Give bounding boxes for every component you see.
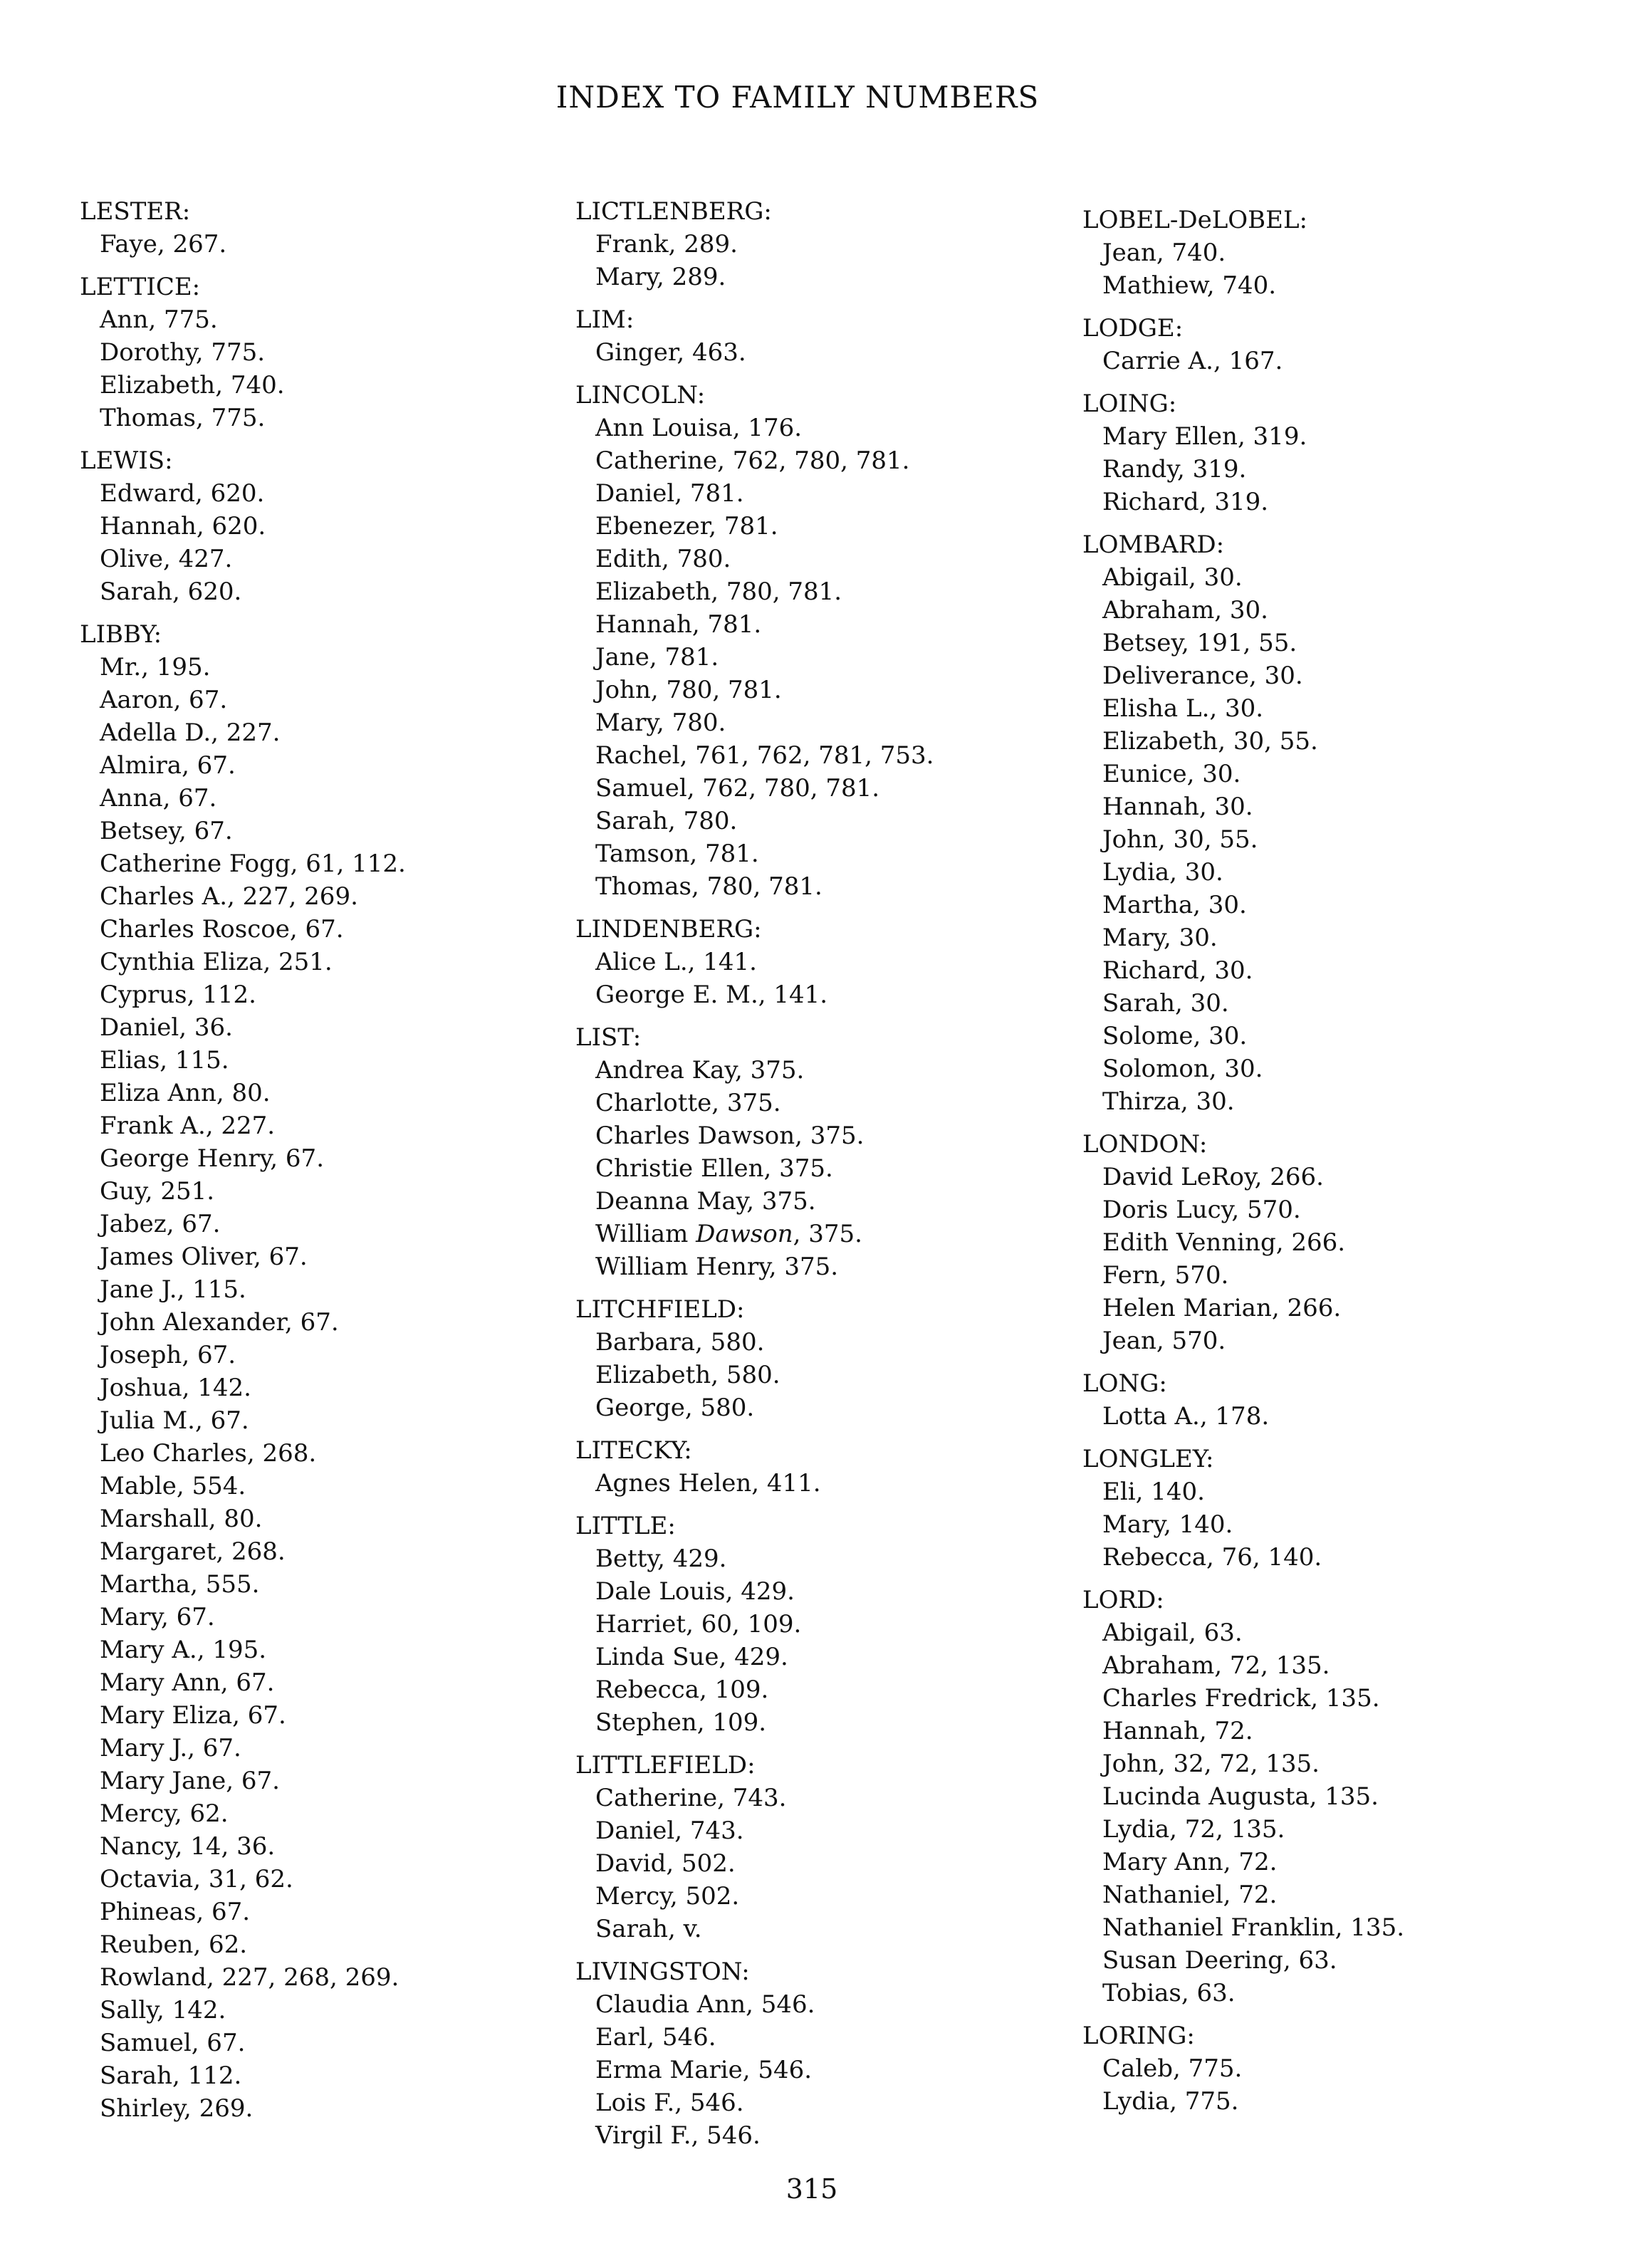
- index-entry: Octavia, 31, 62.: [100, 1865, 293, 1893]
- index-entry: Fern, 570.: [1102, 1261, 1229, 1290]
- index-entry: Guy, 251.: [100, 1177, 215, 1206]
- index-entry: Abraham, 72, 135.: [1102, 1651, 1330, 1680]
- index-entry: Charles Dawson, 375.: [595, 1122, 865, 1150]
- index-entry: Anna, 67.: [100, 784, 217, 812]
- index-entry: Elias, 115.: [100, 1046, 229, 1075]
- surname-heading: LINDENBERG:: [575, 915, 762, 944]
- index-entry: William Dawson, 375.: [595, 1220, 862, 1248]
- index-entry: Mary Jane, 67.: [100, 1767, 280, 1795]
- index-entry: Virgil F., 546.: [595, 2121, 761, 2150]
- surname-group: [1082, 312, 1581, 377]
- index-entry: Rebecca, 109.: [595, 1676, 769, 1704]
- index-entry: John, 780, 781.: [595, 676, 782, 704]
- index-entry: Elisha L., 30.: [1102, 694, 1264, 723]
- index-entry: Ginger, 463.: [595, 338, 746, 367]
- surname-heading: LETTICE:: [80, 273, 201, 301]
- index-entry: Marshall, 80.: [100, 1505, 263, 1533]
- index-entry: Mary Ann, 72.: [1102, 1848, 1278, 1876]
- index-entry: Cynthia Eliza, 251.: [100, 948, 333, 976]
- surname-heading: LOBEL-DeLOBEL:: [1082, 206, 1307, 234]
- index-entry: George E. M., 141.: [595, 981, 828, 1009]
- index-entry: Rebecca, 76, 140.: [1102, 1543, 1322, 1572]
- index-entry: David LeRoy, 266.: [1102, 1163, 1324, 1191]
- surname-heading: LIBBY:: [80, 620, 162, 649]
- index-entry: Lois F., 546.: [595, 2089, 744, 2117]
- surname-heading: LORING:: [1082, 2022, 1195, 2050]
- index-entry: Dorothy, 775.: [100, 338, 266, 367]
- surname-group: [1082, 1443, 1581, 1574]
- surname-heading: LICTLENBERG:: [575, 197, 772, 226]
- index-entry: John Alexander, 67.: [100, 1308, 339, 1337]
- surname-heading: LONDON:: [1082, 1130, 1208, 1159]
- index-entry: Sarah, v.: [595, 1915, 702, 1943]
- index-entry: Lydia, 30.: [1102, 858, 1223, 887]
- index-entry: Mary J., 67.: [100, 1734, 241, 1762]
- index-entry: Elizabeth, 580.: [595, 1361, 780, 1389]
- index-entry: Abigail, 30.: [1102, 563, 1243, 592]
- index-entry: Elizabeth, 740.: [100, 371, 285, 399]
- index-entry: Stephen, 109.: [595, 1708, 767, 1737]
- surname-group: [575, 1749, 1074, 1945]
- surname-heading: LONGLEY:: [1082, 1445, 1214, 1473]
- surname-heading: LOING:: [1082, 390, 1177, 418]
- index-entry: Sarah, 112.: [100, 2061, 242, 2090]
- surname-group: [80, 618, 578, 2125]
- index-entry: Sally, 142.: [100, 1996, 226, 2024]
- index-entry: Jane J., 115.: [100, 1275, 246, 1304]
- index-entry: Phineas, 67.: [100, 1898, 251, 1926]
- surname-heading: LITCHFIELD:: [575, 1295, 745, 1324]
- index-entry: Sarah, 780.: [595, 807, 738, 835]
- index-entry: Mercy, 502.: [595, 1882, 740, 1911]
- index-entry: Mary, 289.: [595, 263, 726, 291]
- index-entry: Ebenezer, 781.: [595, 512, 778, 540]
- index-entry: Earl, 546.: [595, 2023, 716, 2052]
- index-entry: Eunice, 30.: [1102, 760, 1241, 788]
- index-entry: Caleb, 775.: [1102, 2054, 1243, 2083]
- index-entry: Barbara, 580.: [595, 1328, 765, 1357]
- index-entry: Jane, 781.: [595, 643, 719, 671]
- index-entry: Edward, 620.: [100, 479, 265, 508]
- index-entry: Agnes Helen, 411.: [595, 1469, 821, 1498]
- index-entry: Sarah, 30.: [1102, 989, 1229, 1018]
- index-entry: Richard, 30.: [1102, 956, 1253, 985]
- index-entry: Helen Marian, 266.: [1102, 1294, 1342, 1322]
- surname-group: [80, 271, 578, 434]
- surname-group: [575, 1293, 1074, 1424]
- index-column-3: [1082, 204, 1581, 2128]
- surname-heading: LITTLE:: [575, 1512, 676, 1540]
- surname-group: [1082, 1584, 1581, 2010]
- index-entry: Mr., 195.: [100, 653, 211, 681]
- index-entry: Mary, 67.: [100, 1603, 215, 1631]
- index-column-1: [80, 195, 578, 2135]
- index-entry: Linda Sue, 429.: [595, 1643, 788, 1671]
- index-entry: Betsey, 67.: [100, 817, 233, 845]
- index-entry: Solomon, 30.: [1102, 1055, 1263, 1083]
- index-entry: Mary Ellen, 319.: [1102, 422, 1307, 451]
- index-entry: Charlotte, 375.: [595, 1089, 781, 1117]
- surname-heading: LITECKY:: [575, 1436, 692, 1465]
- index-entry: Edith Venning, 266.: [1102, 1228, 1346, 1257]
- surname-heading: LIM:: [575, 305, 634, 334]
- index-entry: Martha, 555.: [100, 1570, 260, 1599]
- surname-group: [1082, 1367, 1581, 1433]
- index-entry: Doris Lucy, 570.: [1102, 1196, 1301, 1224]
- index-entry: Andrea Kay, 375.: [595, 1056, 805, 1085]
- index-entry: Frank A., 227.: [100, 1112, 276, 1140]
- surname-heading: LITTLEFIELD:: [575, 1751, 756, 1780]
- index-entry: Christie Ellen, 375.: [595, 1154, 833, 1183]
- index-entry: Faye, 267.: [100, 230, 227, 258]
- index-entry: Hannah, 620.: [100, 512, 266, 540]
- index-entry: Samuel, 762, 780, 781.: [595, 774, 880, 803]
- index-entry: Claudia Ann, 546.: [595, 1990, 815, 2019]
- index-entry: David, 502.: [595, 1849, 736, 1878]
- index-entry: Deanna May, 375.: [595, 1187, 816, 1216]
- index-entry: Lucinda Augusta, 135.: [1102, 1782, 1379, 1811]
- index-entry: Catherine Fogg, 61, 112.: [100, 850, 406, 878]
- index-entry: Mary Ann, 67.: [100, 1668, 275, 1697]
- index-entry: Mary, 780.: [595, 709, 726, 737]
- index-entry: Frank, 289.: [595, 230, 738, 258]
- index-entry: Catherine, 762, 780, 781.: [595, 446, 910, 475]
- index-entry: John, 32, 72, 135.: [1102, 1750, 1320, 1778]
- index-entry: Margaret, 268.: [100, 1537, 286, 1566]
- surname-group: [575, 1434, 1074, 1500]
- surname-heading: LIVINGSTON:: [575, 1958, 750, 1986]
- surname-group: [80, 195, 578, 261]
- index-entry: Julia M., 67.: [100, 1406, 249, 1435]
- page-number: 315: [785, 2173, 838, 2205]
- surname-group: [575, 1955, 1074, 2152]
- page-title: INDEX TO FAMILY NUMBERS: [555, 80, 1040, 115]
- index-entry: Adella D., 227.: [100, 718, 281, 747]
- index-entry: Eliza Ann, 80.: [100, 1079, 271, 1107]
- index-entry: Deliverance, 30.: [1102, 662, 1303, 690]
- surname-group: [575, 379, 1074, 903]
- index-entry: John, 30, 55.: [1102, 825, 1258, 854]
- index-entry: Mary A., 195.: [100, 1636, 267, 1664]
- index-entry: Ann, 775.: [100, 305, 218, 334]
- surname-group: [575, 303, 1074, 369]
- index-entry: Jean, 570.: [1102, 1327, 1226, 1355]
- index-column-2: [575, 195, 1074, 2162]
- surname-group: [1082, 204, 1581, 302]
- index-entry: Rowland, 227, 268, 269.: [100, 1963, 400, 1992]
- index-entry: Samuel, 67.: [100, 2029, 246, 2057]
- index-entry: Mercy, 62.: [100, 1799, 229, 1828]
- surname-group: [1082, 528, 1581, 1118]
- index-entry: Edith, 780.: [595, 545, 731, 573]
- index-entry: Cyprus, 112.: [100, 981, 256, 1009]
- surname-heading: LONG:: [1082, 1369, 1167, 1398]
- index-entry: Martha, 30.: [1102, 891, 1247, 919]
- surname-group: [80, 444, 578, 608]
- index-entry: Rachel, 761, 762, 781, 753.: [595, 741, 934, 770]
- index-entry: Mary Eliza, 67.: [100, 1701, 286, 1730]
- index-entry: Carrie A., 167.: [1102, 347, 1283, 375]
- index-entry: Lydia, 72, 135.: [1102, 1815, 1285, 1844]
- index-entry: Thirza, 30.: [1102, 1087, 1235, 1116]
- surname-group: [1082, 2019, 1581, 2118]
- index-entry: Thomas, 780, 781.: [595, 872, 822, 901]
- index-entry: Erma Marie, 546.: [595, 2056, 813, 2084]
- index-entry: Nancy, 14, 36.: [100, 1832, 276, 1861]
- index-entry: Abraham, 30.: [1102, 596, 1268, 625]
- index-entry: Lydia, 775.: [1102, 2087, 1239, 2116]
- surname-group: [575, 913, 1074, 1011]
- index-entry: James Oliver, 67.: [100, 1243, 308, 1271]
- index-entry: Jean, 740.: [1102, 239, 1226, 267]
- surname-group: [575, 195, 1074, 293]
- index-entry: William Henry, 375.: [595, 1253, 839, 1281]
- index-entry: Elizabeth, 30, 55.: [1102, 727, 1318, 756]
- surname-heading: LESTER:: [80, 197, 191, 226]
- index-entry: Mathiew, 740.: [1102, 271, 1277, 300]
- index-entry: Lotta A., 178.: [1102, 1402, 1270, 1431]
- index-entry: Thomas, 775.: [100, 404, 266, 432]
- index-entry: Hannah, 781.: [595, 610, 762, 639]
- index-entry: Tamson, 781.: [595, 840, 759, 868]
- surname-group: [575, 1021, 1074, 1283]
- index-entry: Daniel, 743.: [595, 1817, 744, 1845]
- index-entry: Joshua, 142.: [100, 1374, 251, 1402]
- index-entry: Hannah, 72.: [1102, 1717, 1253, 1745]
- surname-heading: LIST:: [575, 1023, 642, 1052]
- index-entry: George, 580.: [595, 1394, 755, 1422]
- index-entry: Susan Deering, 63.: [1102, 1946, 1337, 1975]
- index-entry: George Henry, 67.: [100, 1144, 324, 1173]
- index-entry: Sarah, 620.: [100, 578, 242, 606]
- surname-group: [1082, 1128, 1581, 1357]
- index-entry: Shirley, 269.: [100, 2094, 254, 2123]
- index-entry: Dale Louis, 429.: [595, 1577, 795, 1606]
- index-entry: Harriet, 60, 109.: [595, 1610, 802, 1639]
- index-entry: Mary, 140.: [1102, 1510, 1233, 1539]
- index-entry: Joseph, 67.: [100, 1341, 236, 1369]
- index-entry: Jabez, 67.: [100, 1210, 221, 1238]
- index-entry: Hannah, 30.: [1102, 793, 1253, 821]
- index-entry: Ann Louisa, 176.: [595, 414, 803, 442]
- surname-group: [1082, 387, 1581, 518]
- index-entry: Richard, 319.: [1102, 488, 1269, 516]
- surname-heading: LODGE:: [1082, 314, 1184, 343]
- index-entry: Almira, 67.: [100, 751, 236, 780]
- index-entry: Daniel, 36.: [100, 1013, 233, 1042]
- index-entry: Randy, 319.: [1102, 455, 1247, 484]
- surname-heading: LEWIS:: [80, 446, 173, 475]
- index-entry: Daniel, 781.: [595, 479, 744, 508]
- index-entry: Solome, 30.: [1102, 1022, 1248, 1050]
- index-entry: Charles Roscoe, 67.: [100, 915, 344, 944]
- surname-heading: LINCOLN:: [575, 381, 706, 409]
- index-entry: Betty, 429.: [595, 1545, 727, 1573]
- index-entry: Mary, 30.: [1102, 924, 1218, 952]
- index-entry: Nathaniel Franklin, 135.: [1102, 1913, 1405, 1942]
- index-entry: Reuben, 62.: [100, 1930, 248, 1959]
- index-entry: Tobias, 63.: [1102, 1979, 1236, 2007]
- index-entry: Eli, 140.: [1102, 1478, 1205, 1506]
- index-entry: Olive, 427.: [100, 545, 233, 573]
- index-entry: Elizabeth, 780, 781.: [595, 578, 842, 606]
- index-entry: Abigail, 63.: [1102, 1619, 1243, 1647]
- index-entry: Aaron, 67.: [100, 686, 228, 714]
- index-entry: Leo Charles, 268.: [100, 1439, 317, 1468]
- index-entry: Alice L., 141.: [595, 948, 757, 976]
- surname-group: [575, 1510, 1074, 1739]
- surname-heading: LORD:: [1082, 1586, 1164, 1614]
- surname-heading: LOMBARD:: [1082, 531, 1225, 559]
- index-entry: Catherine, 743.: [595, 1784, 787, 1812]
- index-entry: Charles Fredrick, 135.: [1102, 1684, 1380, 1713]
- index-entry: Charles A., 227, 269.: [100, 882, 358, 911]
- index-entry: Mable, 554.: [100, 1472, 246, 1500]
- index-entry: Nathaniel, 72.: [1102, 1881, 1278, 1909]
- index-entry: Betsey, 191, 55.: [1102, 629, 1297, 657]
